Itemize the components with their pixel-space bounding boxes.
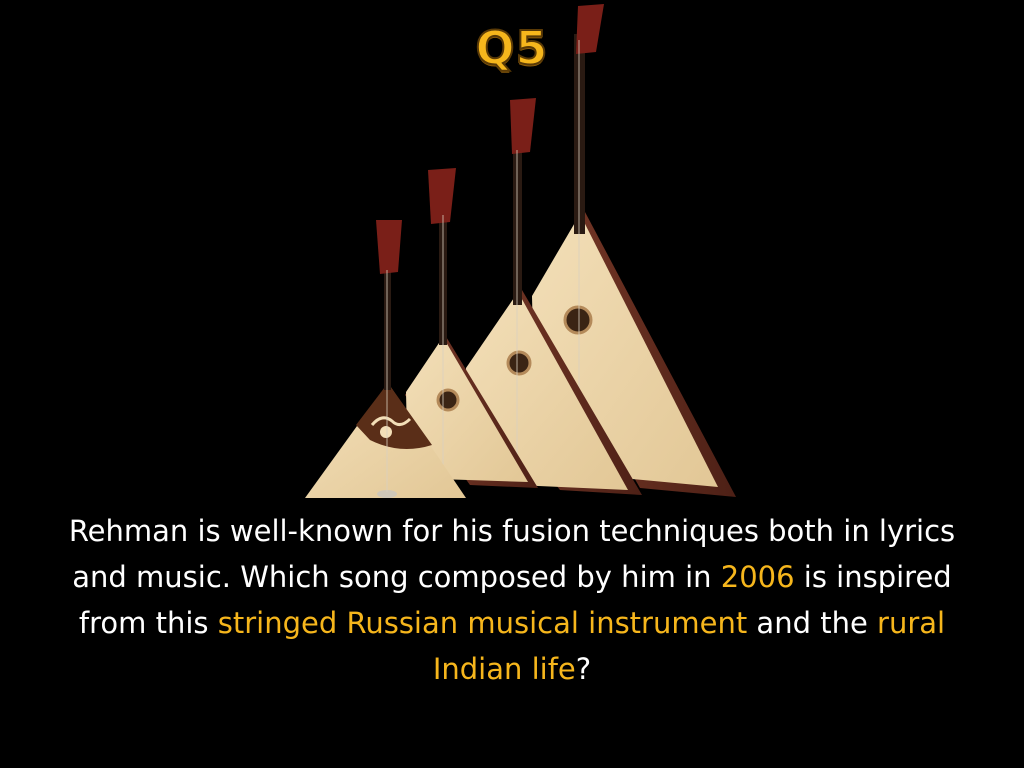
highlight-rural-life: rural Indian life — [432, 606, 946, 686]
question-mark: ? — [575, 652, 592, 686]
question-text-part-3: and the — [747, 606, 878, 640]
highlight-year: 2006 — [720, 560, 795, 594]
question-text-part-1: Rehman is well-known for his fusion techniques both in lyrics and music. Which song composed by him in — [68, 514, 956, 594]
question-text-part-2: is inspired from this — [78, 560, 952, 640]
question-number-title: Q5 — [475, 21, 549, 75]
question-text — [40, 508, 984, 692]
highlight-instrument: stringed Russian musical instrument — [217, 606, 748, 640]
